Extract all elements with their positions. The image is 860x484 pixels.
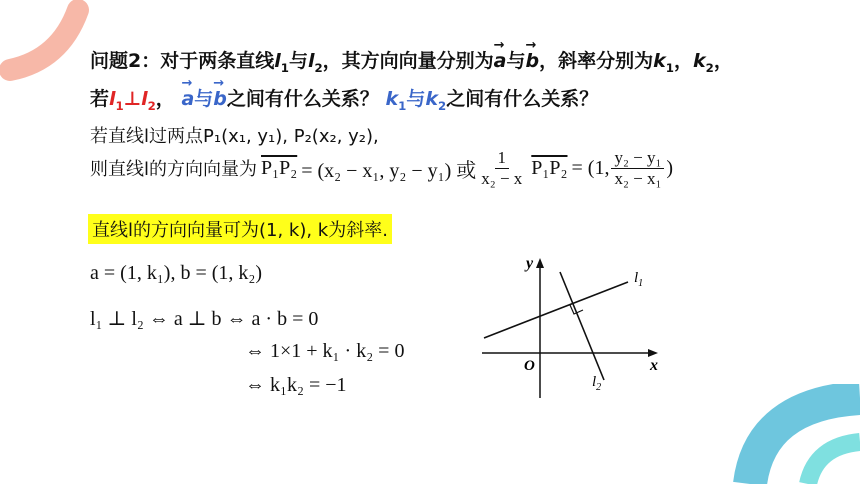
equation-perpendicular: l₁ ⊥ l₂ ⇔ a ⊥ b ⇔ a · b = 0 [90,308,319,330]
y-arrow [536,258,544,268]
top-left-decoration [0,0,110,90]
l1-label: $l_1$ [634,270,644,289]
equation-result: ⇔ k₁k₂ = −1 [245,374,347,396]
coordinate-diagram [478,252,678,402]
x-label: x [650,357,658,374]
origin-label: O [524,358,535,374]
highlight-statement: 直线l的方向向量可为(1, k), k为斜率. [88,214,392,244]
two-points-text: 若直线l过两点P₁(x₁, y₁), P₂(x₂, y₂), [90,126,379,147]
line-l1 [484,282,628,338]
bottom-right-decoration [730,384,860,484]
direction-vector-text: 则直线l的方向向量为 P₁P₂ = (x₂ − x₁, y₂ − y₁) 或 $\frac{1}{\text{x₂ − x}}$ P₁P₂ = (1, $\frac{\text{y₂ − y₁}}{\text{x₂ − x₁}}$ ) [90,147,674,188]
question-line-1: 问题2：对于两条直线$l_1$与$l_2$，其方向向量分别为 → a与 → b，斜率分别为$k_1$，$k_2$， [90,38,733,75]
y-label: y [526,255,534,272]
equation-dot-product: ⇔ 1×1 + k₁ · k₂ = 0 [245,340,405,362]
line-l2 [560,272,604,380]
question-line-2: 若$l_1\perp l_2$， → a与 → b之间有什么关系？ $k_1$与$k_2$之间有什么关系？ [90,76,599,113]
equation-vectors: a = (1, k₁), b = (1, k₂) [90,262,263,284]
right-angle-mark [570,305,583,314]
x-arrow [648,349,658,357]
l2-label: $l_2$ [592,374,602,393]
